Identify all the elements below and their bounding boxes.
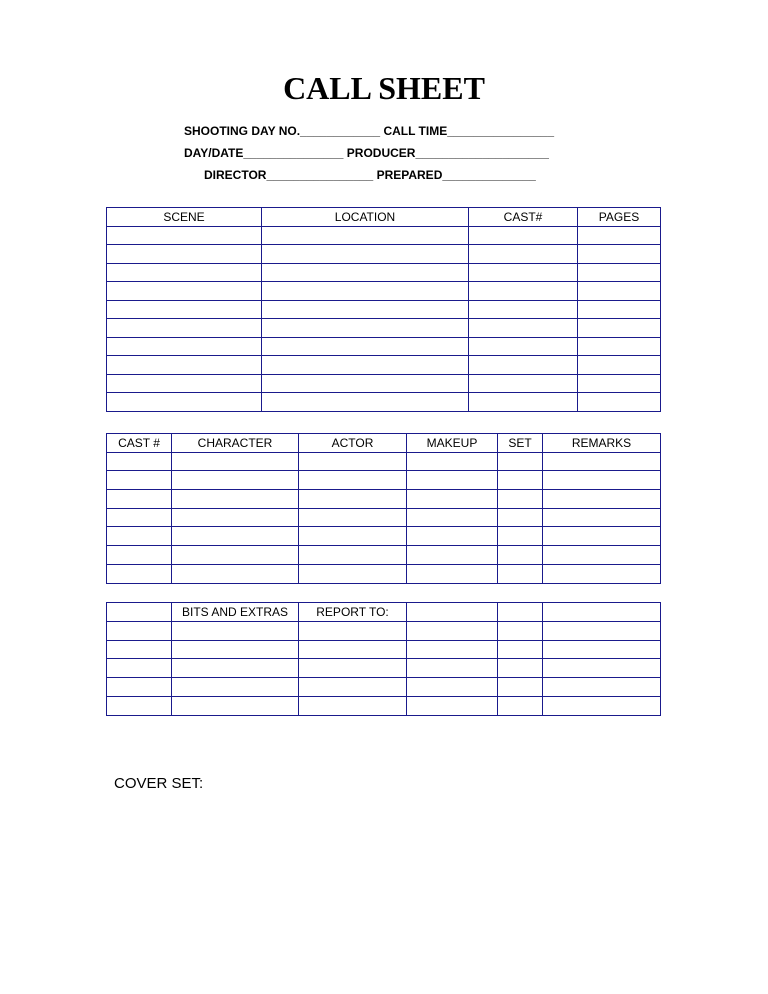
blank-cell [172, 640, 299, 659]
blank-cell [262, 282, 469, 301]
blank-cell [469, 319, 578, 338]
blank-cell [262, 319, 469, 338]
blank-cell [107, 245, 262, 264]
blank-cell [299, 471, 407, 490]
column-header [543, 603, 661, 622]
scene-row [107, 319, 661, 338]
blank-cell [172, 527, 299, 546]
blank-cell [543, 508, 661, 527]
blank-cell [543, 678, 661, 697]
blank-cell [172, 546, 299, 565]
blank-cell [498, 452, 543, 471]
blank-cell [498, 621, 543, 640]
column-header: CAST # [107, 434, 172, 453]
extras-row [107, 621, 661, 640]
blank-cell [578, 319, 661, 338]
blank-cell [299, 508, 407, 527]
blank-cell [543, 696, 661, 715]
cast-row [107, 508, 661, 527]
header-row [107, 434, 661, 453]
blank-cell [107, 282, 262, 301]
blank-cell [107, 621, 172, 640]
blank-cell [469, 300, 578, 319]
blank-cell [107, 527, 172, 546]
blank-cell [498, 546, 543, 565]
blank-cell [299, 490, 407, 509]
cast-row [107, 471, 661, 490]
blank-cell [107, 471, 172, 490]
scene-row [107, 356, 661, 375]
blank-cell [299, 659, 407, 678]
blank-cell [107, 300, 262, 319]
blank-cell [407, 640, 498, 659]
blank-cell [299, 678, 407, 697]
cast-row [107, 452, 661, 471]
blank-cell [407, 508, 498, 527]
director-prepared-line: DIRECTOR________________ PREPARED______________ [204, 168, 536, 182]
blank-cell [578, 263, 661, 282]
blank-cell [107, 659, 172, 678]
blank-cell [407, 621, 498, 640]
blank-cell [543, 640, 661, 659]
scene-row [107, 374, 661, 393]
blank-cell [543, 564, 661, 583]
blank-cell [578, 393, 661, 412]
blank-cell [578, 337, 661, 356]
column-header: REPORT TO: [299, 603, 407, 622]
cast-table [106, 433, 661, 584]
header-row [107, 208, 661, 227]
cast-row [107, 546, 661, 565]
blank-cell [498, 508, 543, 527]
column-header: ACTOR [299, 434, 407, 453]
column-header [407, 603, 498, 622]
blank-cell [578, 226, 661, 245]
blank-cell [299, 640, 407, 659]
blank-cell [107, 452, 172, 471]
blank-cell [299, 527, 407, 546]
blank-cell [262, 337, 469, 356]
blank-cell [498, 564, 543, 583]
blank-cell [172, 659, 299, 678]
column-header: REMARKS [543, 434, 661, 453]
blank-cell [299, 621, 407, 640]
blank-cell [107, 319, 262, 338]
blank-cell [578, 374, 661, 393]
blank-cell [578, 356, 661, 375]
header-row [107, 603, 661, 622]
blank-cell [407, 546, 498, 565]
blank-cell [299, 564, 407, 583]
blank-cell [299, 546, 407, 565]
blank-cell [578, 282, 661, 301]
blank-cell [498, 527, 543, 546]
blank-cell [107, 640, 172, 659]
blank-cell [543, 659, 661, 678]
extras-row [107, 640, 661, 659]
blank-cell [543, 621, 661, 640]
column-header: PAGES [578, 208, 661, 227]
blank-cell [578, 245, 661, 264]
blank-cell [107, 508, 172, 527]
blank-cell [469, 245, 578, 264]
blank-cell [107, 337, 262, 356]
blank-cell [543, 490, 661, 509]
blank-cell [262, 300, 469, 319]
blank-cell [107, 356, 262, 375]
blank-cell [498, 471, 543, 490]
blank-cell [469, 263, 578, 282]
blank-cell [107, 393, 262, 412]
column-header: CAST# [469, 208, 578, 227]
blank-cell [498, 678, 543, 697]
page-title: CALL SHEET [283, 70, 485, 106]
column-header: LOCATION [262, 208, 469, 227]
extras-row [107, 678, 661, 697]
scene-row [107, 263, 661, 282]
column-header [498, 603, 543, 622]
scene-row [107, 393, 661, 412]
column-header: SET [498, 434, 543, 453]
blank-cell [172, 471, 299, 490]
blank-cell [262, 263, 469, 282]
column-header: BITS AND EXTRAS [172, 603, 299, 622]
blank-cell [407, 471, 498, 490]
scene-table [106, 207, 661, 412]
blank-cell [299, 452, 407, 471]
blank-cell [172, 678, 299, 697]
scene-row [107, 282, 661, 301]
scene-row [107, 245, 661, 264]
blank-cell [172, 508, 299, 527]
blank-cell [172, 621, 299, 640]
blank-cell [299, 696, 407, 715]
blank-cell [107, 226, 262, 245]
cover-set-label: COVER SET: [114, 775, 204, 792]
blank-cell [498, 490, 543, 509]
blank-cell [407, 452, 498, 471]
blank-cell [107, 678, 172, 697]
blank-cell [172, 452, 299, 471]
column-header: CHARACTER [172, 434, 299, 453]
blank-cell [262, 393, 469, 412]
blank-cell [107, 696, 172, 715]
blank-cell [172, 696, 299, 715]
blank-cell [469, 393, 578, 412]
blank-cell [543, 527, 661, 546]
shooting-day-call-time-line: SHOOTING DAY NO.____________ CALL TIME________________ [184, 124, 554, 138]
blank-cell [407, 490, 498, 509]
blank-cell [107, 546, 172, 565]
blank-cell [469, 374, 578, 393]
extras-table [106, 602, 661, 716]
blank-cell [543, 546, 661, 565]
cast-row [107, 564, 661, 583]
cast-row [107, 490, 661, 509]
blank-cell [407, 527, 498, 546]
blank-cell [262, 356, 469, 375]
blank-cell [407, 564, 498, 583]
scene-row [107, 300, 661, 319]
blank-cell [498, 696, 543, 715]
day-date-producer-line: DAY/DATE_______________ PRODUCER____________________ [184, 146, 549, 160]
blank-cell [172, 490, 299, 509]
blank-cell [107, 490, 172, 509]
column-header [107, 603, 172, 622]
column-header: MAKEUP [407, 434, 498, 453]
blank-cell [407, 678, 498, 697]
blank-cell [469, 337, 578, 356]
scene-row [107, 337, 661, 356]
scene-row [107, 226, 661, 245]
blank-cell [262, 226, 469, 245]
blank-cell [498, 640, 543, 659]
blank-cell [469, 226, 578, 245]
column-header: SCENE [107, 208, 262, 227]
blank-cell [543, 452, 661, 471]
blank-cell [407, 696, 498, 715]
blank-cell [469, 356, 578, 375]
extras-row [107, 659, 661, 678]
blank-cell [107, 564, 172, 583]
blank-cell [498, 659, 543, 678]
blank-cell [543, 471, 661, 490]
extras-row [107, 696, 661, 715]
blank-cell [262, 245, 469, 264]
blank-cell [262, 374, 469, 393]
blank-cell [469, 282, 578, 301]
blank-cell [172, 564, 299, 583]
blank-cell [107, 374, 262, 393]
blank-cell [107, 263, 262, 282]
blank-cell [407, 659, 498, 678]
blank-cell [578, 300, 661, 319]
cast-row [107, 527, 661, 546]
